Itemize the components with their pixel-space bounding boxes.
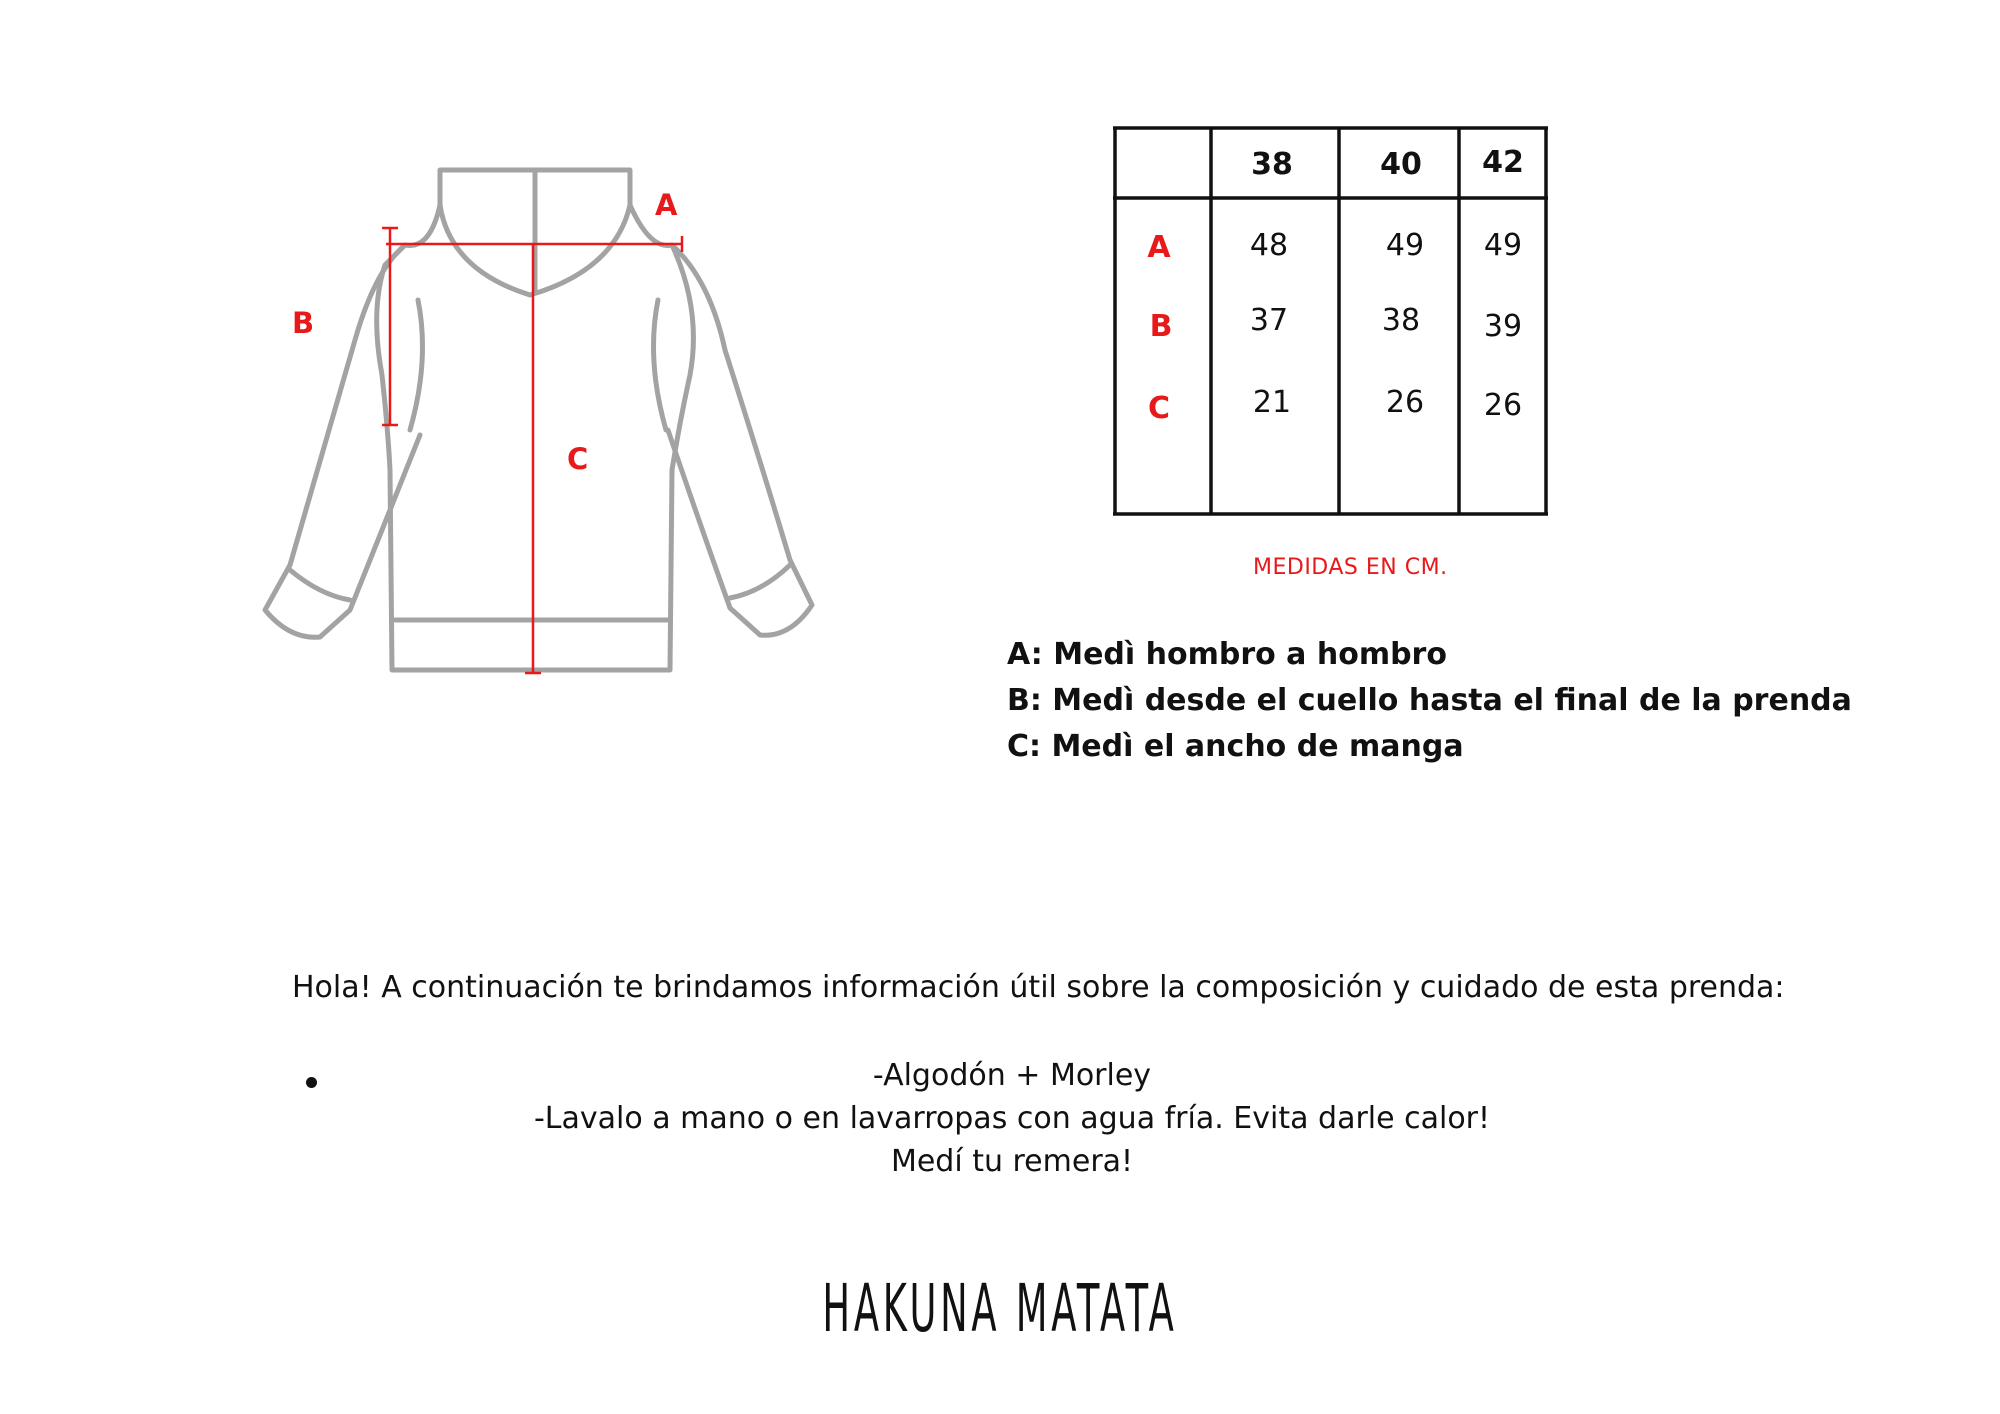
intro-text: Hola! A continuación te brindamos información útil sobre la composición y cuidado de esta prenda: (292, 970, 1785, 1005)
care-item-composition: -Algodón + Morley (872, 1058, 1152, 1093)
cell-a-42: 49 (1483, 228, 1523, 263)
bullet-dot (306, 1077, 317, 1088)
measurement-legend (1007, 632, 1852, 770)
legend-b: B: Medì desde el cuello hasta el final de la prenda (1007, 683, 1852, 718)
legend-a: A: Medì hombro a hombro (1007, 637, 1447, 672)
row-label-b: B (1149, 309, 1173, 344)
cell-a-40: 49 (1385, 228, 1425, 263)
marker-a: A (655, 188, 678, 222)
cell-b-42: 39 (1483, 309, 1523, 344)
row-label-c: C (1147, 391, 1171, 426)
cell-c-40: 26 (1385, 385, 1425, 420)
header-size-42: 42 (1482, 145, 1524, 180)
cell-a-38: 48 (1249, 228, 1289, 263)
header-size-38: 38 (1251, 147, 1293, 182)
cell-b-40: 38 (1381, 303, 1421, 338)
marker-b: B (292, 306, 315, 340)
size-table (1113, 125, 1548, 517)
care-item-measure: Medí tu remera! (890, 1144, 1134, 1179)
units-note: MEDIDAS EN CM. (1253, 555, 1448, 580)
hoodie-diagram (150, 140, 850, 760)
brand-logo: HAKUNA MATATA (822, 1270, 1178, 1347)
cell-c-42: 26 (1483, 388, 1523, 423)
hoodie-outline (150, 140, 850, 760)
care-list (292, 1054, 1732, 1183)
cell-b-38: 37 (1249, 303, 1289, 338)
row-label-a: A (1147, 230, 1171, 265)
cell-c-38: 21 (1252, 385, 1292, 420)
table-grid (1113, 125, 1548, 517)
care-item-washing: -Lavalo a mano o en lavarropas con agua fría. Evita darle calor! (533, 1101, 1491, 1136)
legend-c: C: Medì el ancho de manga (1007, 729, 1464, 764)
header-size-40: 40 (1380, 147, 1422, 182)
marker-c: C (567, 442, 589, 476)
